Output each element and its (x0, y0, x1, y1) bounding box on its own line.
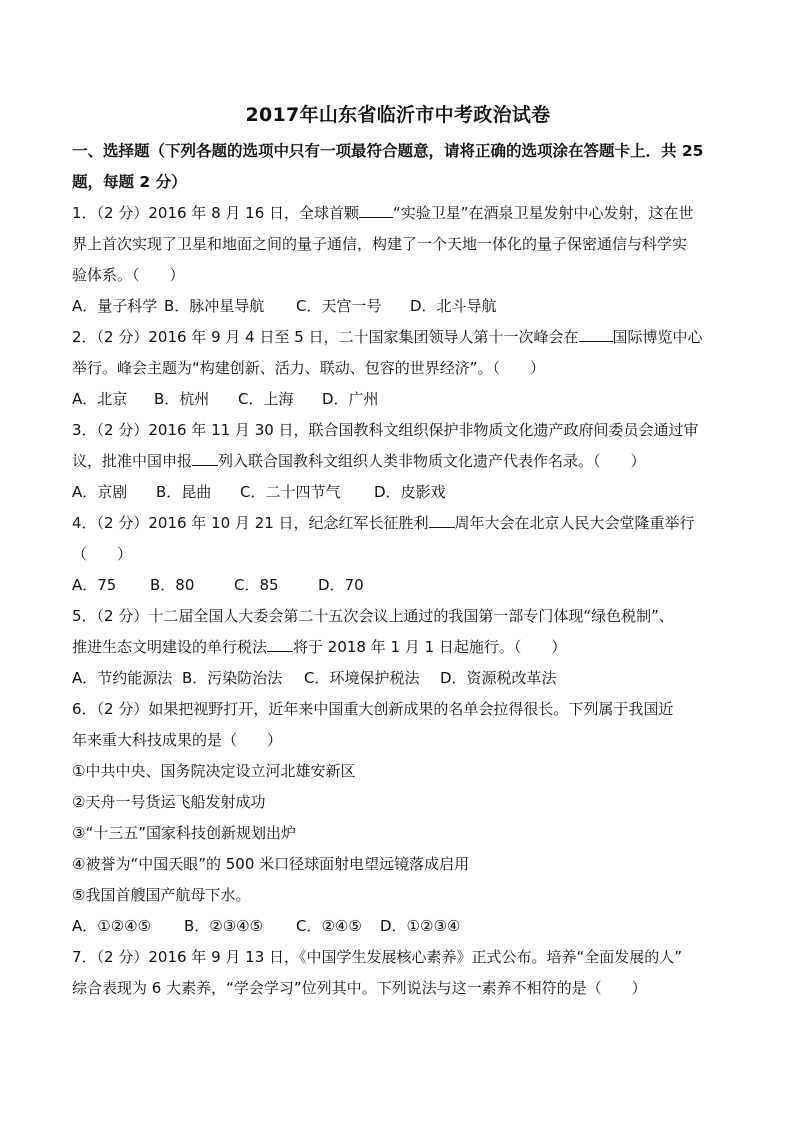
option-c[interactable]: C．②④⑤ (296, 917, 362, 935)
statement-2: ②天舟一号货运飞船发射成功 (72, 793, 266, 811)
question-2 (72, 322, 724, 415)
statement-1: ①中共中央、国务院决定设立河北雄安新区 (72, 762, 356, 780)
question-2-text: 2．（2 分）2016 年 9 月 4 日至 5 日，二十国家集团领导人第十一次峰会在 国际博览中心 举行。峰会主题为“构建创新、活力、联动、包容的世界经济”。（ ） (72, 328, 703, 377)
exam-page (72, 100, 724, 1004)
option-c[interactable]: C．85 (234, 576, 279, 594)
question-2-options (72, 384, 724, 415)
option-c[interactable]: C．环境保护税法 (304, 669, 420, 687)
option-d[interactable]: D．北斗导航 (410, 297, 497, 315)
option-c[interactable]: C．上海 (238, 390, 294, 408)
question-4-options (72, 570, 724, 601)
option-c[interactable]: C．天宫一号 (296, 297, 382, 315)
question-4 (72, 508, 724, 601)
answer-blank (267, 636, 293, 652)
question-1 (72, 198, 724, 322)
question-3 (72, 415, 724, 508)
option-d[interactable]: D．①②③④ (380, 917, 461, 935)
option-b[interactable]: B．昆曲 (156, 483, 212, 501)
option-a[interactable]: A．京剧 (72, 483, 128, 501)
option-d[interactable]: D．皮影戏 (374, 483, 446, 501)
question-5-text: 5．（2 分）十二届全国人大委会第二十五次会议上通过的我国第一部专门体现“绿色税制”、 推进生态文明建设的单行税法 将于 2018 年 1 月 1 日起施行。（ ） (72, 607, 674, 656)
answer-blank (359, 202, 393, 218)
section-heading: 一、选择题（下列各题的选项中只有一项最符合题意，请将正确的选项涂在答题卡上．共 25 题，每题 2 分） (72, 142, 704, 191)
option-b[interactable]: B．脉冲星导航 (164, 297, 265, 315)
statement-5: ⑤我国首艘国产航母下水。 (72, 886, 251, 904)
question-7 (72, 942, 724, 1004)
option-b[interactable]: B．污染防治法 (182, 669, 283, 687)
question-1-options (72, 291, 724, 322)
statement-3: ③“十三五”国家科技创新规划出炉 (72, 824, 296, 842)
statement-4: ④被誉为“中国天眼”的 500 米口径球面射电望远镜落成启用 (72, 855, 470, 873)
option-a[interactable]: A．北京 (72, 390, 128, 408)
answer-blank (579, 326, 613, 342)
option-a[interactable]: A．节约能源法 (72, 669, 173, 687)
question-4-text: 4．（2 分）2016 年 10 月 21 日，纪念红军长征胜利 周年大会在北京人民大会堂隆重举行 （ ） (72, 514, 695, 563)
question-3-options (72, 477, 724, 508)
option-a[interactable]: A．①②④⑤ (72, 917, 152, 935)
option-c[interactable]: C．二十四节气 (240, 483, 341, 501)
option-a[interactable]: A．量子科学 (72, 297, 158, 315)
question-5 (72, 601, 724, 694)
question-7-text: 7．（2 分）2016 年 9 月 13 日，《中国学生发展核心素养》正式公布。培养“全面发展的人” 综合表现为 6 大素养，“学会学习”位列其中。下列说法与这一素养不相符的是（ ） (72, 948, 683, 997)
option-b[interactable]: B．杭州 (154, 390, 210, 408)
question-6 (72, 694, 724, 942)
answer-blank (192, 450, 218, 466)
question-6-text: 6．（2 分）如果把视野打开，近年来中国重大创新成果的名单会拉得很长。下列属于我国近 年来重大科技成果的是（ ） (72, 700, 674, 749)
question-5-options (72, 663, 724, 694)
answer-blank (429, 512, 455, 528)
option-b[interactable]: B．80 (150, 576, 195, 594)
question-1-text: 1．（2 分）2016 年 8 月 16 日，全球首颗 “实验卫星”在酒泉卫星发射中心发射，这在世 界上首次实现了卫星和地面之间的量子通信，构建了一个天地一体化的量子保密通信与科学实 验体系。（ ） (72, 204, 694, 284)
question-3-text: 3．（2 分）2016 年 11 月 30 日，联合国教科文组织保护非物质文化遗产政府间委员会通过审 议，批准中国申报 列入联合国教科文组织人类非物质文化遗产代表作名录。（ ） (72, 421, 699, 470)
option-b[interactable]: B．②③④⑤ (184, 917, 264, 935)
option-d[interactable]: D．资源税改革法 (440, 669, 557, 687)
option-d[interactable]: D．70 (318, 576, 364, 594)
page-title: 2017年山东省临沂市中考政治试卷 (245, 104, 551, 126)
option-d[interactable]: D．广州 (322, 390, 379, 408)
question-6-options (72, 911, 724, 942)
option-a[interactable]: A．75 (72, 576, 117, 594)
